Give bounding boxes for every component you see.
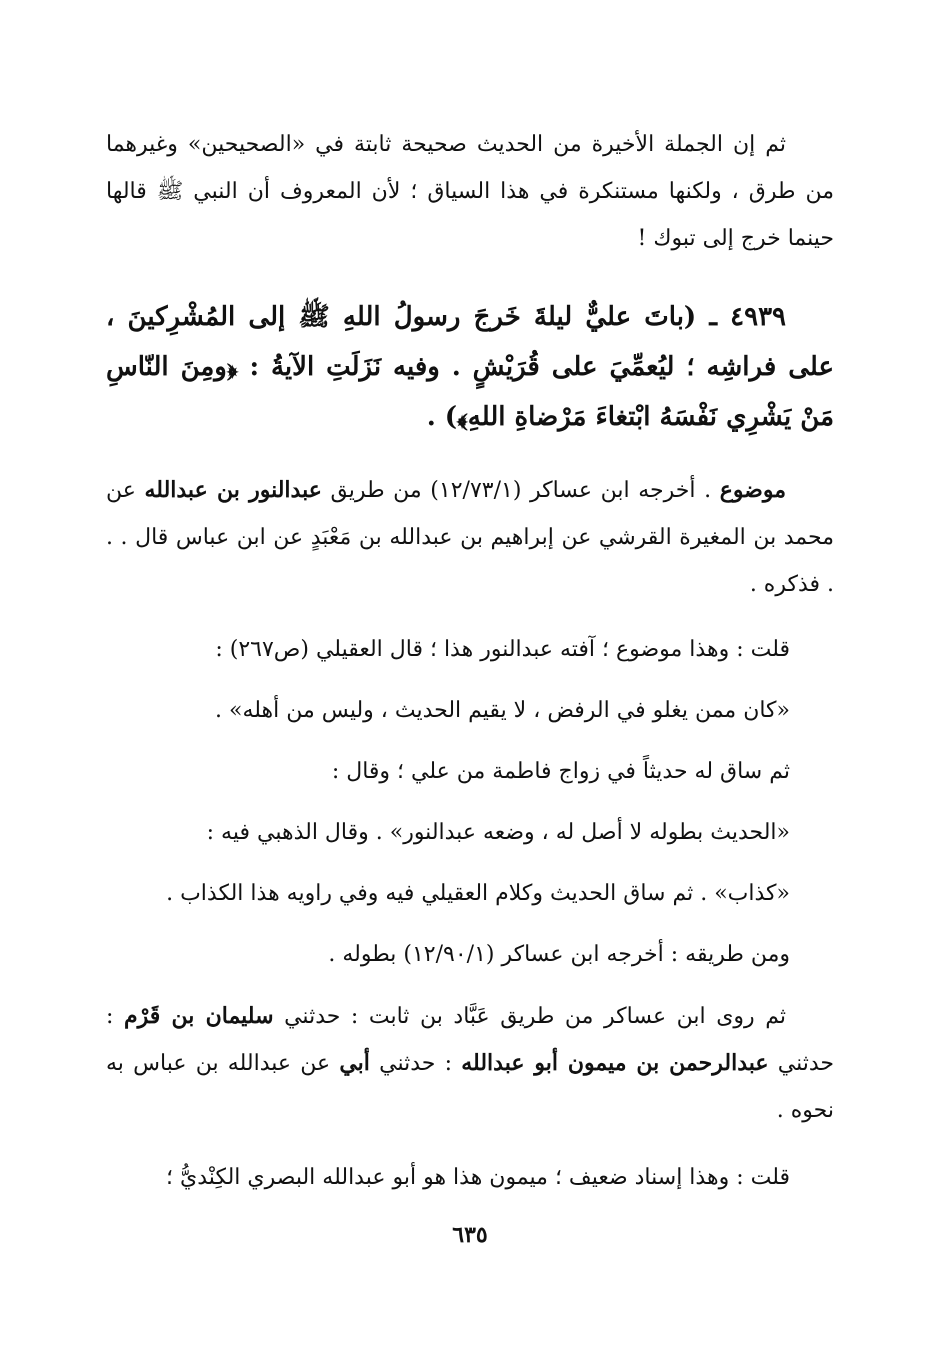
takhrij-text-2: عن محمد بن المغيرة القرشي عن إبراهيم بن عبدالله بن مَعْبَدٍ عن ابن عباس قال . . . فذكره . [106,478,834,597]
paragraph-text: ثم إن الجملة الأخيرة من الحديث صحيحة ثابتة في «الصحيحين» وغيرهما من طرق ، ولكنها مستنكرة في هذا السياق ؛ لأن المعروف أن النبي ﷺ قالها حينما خرج إلى تبوك ! [106,132,834,251]
narration-text-3: : حدثني [369,1051,462,1076]
comment-line: ومن طريقه : أخرجه ابن عساكر (١٢/٩٠/١) بطوله . [328,942,790,967]
takhrij-text [106,467,834,608]
page-number: ٦٣٥ [452,1222,488,1248]
hadith-text-block [106,292,834,442]
hadith-text: ٤٩٣٩ ـ (باتَ عليٌّ ليلةَ خَرجَ رسولُ اللهِ ﷺ إلى المُشْرِكينَ ، على فراشِه ؛ ليُعمِّيَ على قُرَيْشٍ . وفيه نَزَلَتِ الآيةُ : ﴿ومِنَ النّاسِ مَنْ يَشْرِي نَفْسَهُ ابْتغاءَ مَرْضاةِ اللهِ﴾) . [106,302,834,432]
comment-line: ثم ساق له حديثاً في زواج فاطمة من علي ؛ وقال : [331,759,790,784]
narration-text-4: عن عبدالله بن عباس به نحوه . [106,1051,834,1123]
narrator-name: سليمان بن قَرْم [123,1003,274,1029]
paragraph-intro [106,121,834,262]
comment-line: قلت : وهذا موضوع ؛ آفته عبدالنور هذا ؛ قال العقيلي (ص٢٦٧) : [215,637,790,662]
takhrij-paragraph [106,467,834,608]
narration-paragraph [106,993,834,1134]
quote-line: «كذاب» . ثم ساق الحديث وكلام العقيلي فيه وفي راويه هذا الكذاب . [166,881,790,906]
quote-line: «الحديث بطوله لا أصل له ، وضعه عبدالنور» . وقال الذهبي فيه : [206,820,790,845]
takhrij-text-1: . أخرجه ابن عساكر (١٢/٧٣/١) من طريق [321,478,720,503]
comment-line: قلت : وهذا إسناد ضعيف ؛ ميمون هذا هو أبو عبدالله البصري الكِنْديُّ ؛ [166,1165,790,1190]
narrator-name: عبدالرحمن بن ميمون أبو عبدالله [461,1050,769,1076]
narration-text-2: : حدثني [106,1004,834,1076]
narrator-name: أبي [339,1050,370,1076]
grade-label: موضوع [719,477,787,503]
narration-text-1: ثم روى ابن عساكر من طريق عَبَّاد بن ثابت : حدثني [273,1004,786,1029]
quote-line: «كان ممن يغلو في الرفض ، لا يقيم الحديث ، وليس من أهله» . [215,698,790,723]
narration-text [106,993,834,1134]
narrator-name: عبدالنور بن عبدالله [144,477,322,503]
